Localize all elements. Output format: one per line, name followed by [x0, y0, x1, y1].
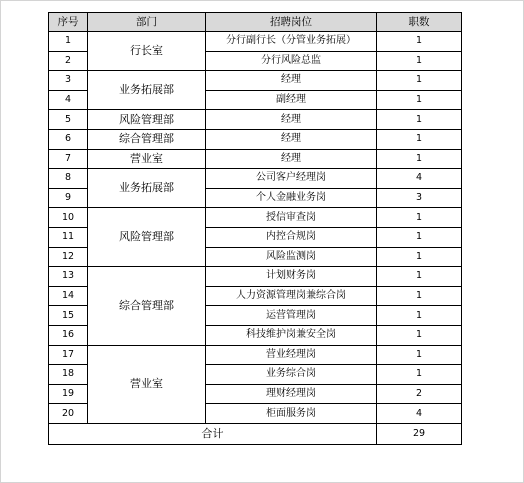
table-row	[49, 149, 462, 169]
position-cell: 经理	[206, 129, 377, 149]
header-position: 招聘岗位	[206, 13, 377, 32]
dept-cell: 风险管理部	[88, 110, 206, 130]
row-index: 3	[49, 71, 88, 91]
count-cell: 1	[377, 51, 462, 71]
count-cell: 1	[377, 306, 462, 326]
count-cell: 1	[377, 129, 462, 149]
header-index: 序号	[49, 13, 88, 32]
row-index: 16	[49, 325, 88, 345]
count-cell: 1	[377, 365, 462, 385]
position-cell: 分行副行长（分管业务拓展）	[206, 32, 377, 52]
row-index: 7	[49, 149, 88, 169]
count-cell: 2	[377, 384, 462, 404]
count-cell: 1	[377, 286, 462, 306]
total-label: 合计	[49, 423, 377, 444]
row-index: 10	[49, 208, 88, 228]
table-row	[49, 32, 462, 52]
count-cell: 1	[377, 267, 462, 287]
count-cell: 1	[377, 110, 462, 130]
position-cell: 营业经理岗	[206, 345, 377, 365]
total-count: 29	[377, 423, 462, 444]
row-index: 4	[49, 90, 88, 110]
position-cell: 内控合规岗	[206, 227, 377, 247]
count-cell: 1	[377, 90, 462, 110]
count-cell: 4	[377, 169, 462, 189]
position-cell: 授信审查岗	[206, 208, 377, 228]
dept-cell: 营业室	[88, 345, 206, 423]
table-body	[49, 32, 462, 424]
position-cell: 业务综合岗	[206, 365, 377, 385]
row-index: 5	[49, 110, 88, 130]
header-row	[49, 13, 462, 32]
table-row	[49, 345, 462, 365]
position-cell: 运营管理岗	[206, 306, 377, 326]
table-row	[49, 208, 462, 228]
count-cell: 1	[377, 325, 462, 345]
row-index: 6	[49, 129, 88, 149]
table-row	[49, 110, 462, 130]
row-index: 12	[49, 247, 88, 267]
recruitment-table	[48, 12, 462, 445]
position-cell: 科技维护岗兼安全岗	[206, 325, 377, 345]
position-cell: 经理	[206, 110, 377, 130]
dept-cell: 综合管理部	[88, 267, 206, 345]
dept-cell: 行长室	[88, 32, 206, 71]
header-count: 职数	[377, 13, 462, 32]
position-cell: 经理	[206, 71, 377, 91]
position-cell: 柜面服务岗	[206, 404, 377, 424]
count-cell: 1	[377, 32, 462, 52]
row-index: 9	[49, 188, 88, 208]
count-cell: 1	[377, 227, 462, 247]
position-cell: 风险监测岗	[206, 247, 377, 267]
dept-cell: 营业室	[88, 149, 206, 169]
dept-cell: 业务拓展部	[88, 169, 206, 208]
row-index: 19	[49, 384, 88, 404]
count-cell: 3	[377, 188, 462, 208]
count-cell: 1	[377, 345, 462, 365]
count-cell: 1	[377, 208, 462, 228]
row-index: 20	[49, 404, 88, 424]
dept-cell: 业务拓展部	[88, 71, 206, 110]
row-index: 15	[49, 306, 88, 326]
row-index: 14	[49, 286, 88, 306]
position-cell: 分行风险总监	[206, 51, 377, 71]
row-index: 2	[49, 51, 88, 71]
row-index: 18	[49, 365, 88, 385]
position-cell: 公司客户经理岗	[206, 169, 377, 189]
total-row	[49, 423, 462, 444]
position-cell: 计划财务岗	[206, 267, 377, 287]
count-cell: 4	[377, 404, 462, 424]
row-index: 11	[49, 227, 88, 247]
row-index: 17	[49, 345, 88, 365]
table-row	[49, 169, 462, 189]
dept-cell: 综合管理部	[88, 129, 206, 149]
count-cell: 1	[377, 149, 462, 169]
dept-cell: 风险管理部	[88, 208, 206, 267]
table-row	[49, 267, 462, 287]
position-cell: 理财经理岗	[206, 384, 377, 404]
count-cell: 1	[377, 247, 462, 267]
position-cell: 人力资源管理岗兼综合岗	[206, 286, 377, 306]
position-cell: 副经理	[206, 90, 377, 110]
position-cell: 个人金融业务岗	[206, 188, 377, 208]
position-cell: 经理	[206, 149, 377, 169]
table-row	[49, 129, 462, 149]
count-cell: 1	[377, 71, 462, 91]
row-index: 13	[49, 267, 88, 287]
row-index: 8	[49, 169, 88, 189]
row-index: 1	[49, 32, 88, 52]
header-dept: 部门	[88, 13, 206, 32]
table-row	[49, 71, 462, 91]
